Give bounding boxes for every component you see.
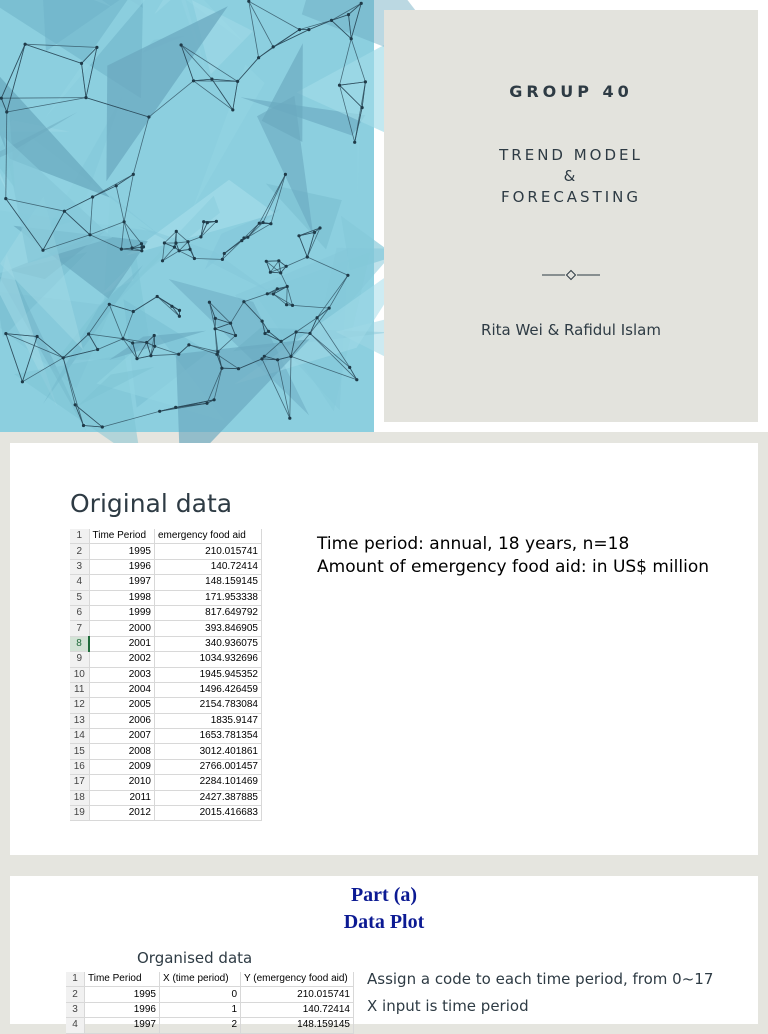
- authors: Rita Wei & Rafidul Islam: [384, 321, 758, 339]
- original-data-slide: [10, 443, 758, 855]
- year-cell: 1998: [89, 590, 155, 605]
- row-number: 6: [70, 605, 89, 620]
- title-panel: [384, 10, 758, 422]
- part-subtitle: Data Plot: [10, 911, 758, 934]
- row-number: 3: [70, 559, 89, 574]
- year-cell: 1996: [89, 559, 155, 574]
- table-row: [70, 682, 262, 697]
- row-number: 10: [70, 667, 89, 682]
- organised-data-label: Organised data: [137, 949, 252, 967]
- title-slide: [0, 0, 768, 432]
- row-number: 12: [70, 698, 89, 713]
- row-number: 16: [70, 759, 89, 774]
- year-cell: 2005: [89, 698, 155, 713]
- table-row: [70, 790, 262, 805]
- year-cell: 2001: [89, 636, 155, 651]
- header-cell: Y (emergency food aid): [241, 972, 354, 987]
- value-cell: 2766.001457: [155, 759, 262, 774]
- year-cell: 2004: [89, 682, 155, 697]
- table-row: [70, 744, 262, 759]
- table-row: [66, 987, 354, 1002]
- row-number: 2: [70, 544, 89, 559]
- header-cell: Time Period: [89, 529, 155, 544]
- header-cell: emergency food aid: [155, 529, 262, 544]
- year-cell: 2002: [89, 652, 155, 667]
- table-row: [70, 605, 262, 620]
- organised-data-table: [66, 972, 354, 1034]
- year-cell: 2000: [89, 621, 155, 636]
- slide-title: Original data: [70, 489, 232, 518]
- year-cell: 2009: [89, 759, 155, 774]
- value-cell: 3012.401861: [155, 744, 262, 759]
- value-cell: 340.936075: [155, 636, 262, 651]
- value-cell: 148.159145: [155, 575, 262, 590]
- y-cell: 148.159145: [241, 1018, 354, 1033]
- year-cell: 1997: [85, 1018, 160, 1033]
- table-row: [70, 621, 262, 636]
- value-cell: 393.846905: [155, 621, 262, 636]
- row-number: 15: [70, 744, 89, 759]
- row-number: 1: [66, 972, 85, 987]
- group-title: GROUP 40: [384, 82, 758, 101]
- diamond-divider-icon: [542, 269, 600, 281]
- x-cell: 2: [160, 1018, 241, 1033]
- original-data-table: [70, 529, 262, 821]
- row-number: 3: [66, 1002, 85, 1017]
- table-row: [70, 729, 262, 744]
- table-row: [70, 667, 262, 682]
- year-cell: 1996: [85, 1002, 160, 1017]
- header-cell: Time Period: [85, 972, 160, 987]
- table-row: [70, 713, 262, 728]
- header-cell: X (time period): [160, 972, 241, 987]
- row-number: 18: [70, 790, 89, 805]
- row-number: 8: [70, 636, 89, 651]
- row-number: 4: [70, 575, 89, 590]
- year-cell: 2006: [89, 713, 155, 728]
- value-cell: 817.649792: [155, 605, 262, 620]
- year-cell: 2010: [89, 775, 155, 790]
- value-cell: 2015.416683: [155, 806, 262, 821]
- value-cell: 140.72414: [155, 559, 262, 574]
- x-cell: 1: [160, 1002, 241, 1017]
- year-cell: 1995: [85, 987, 160, 1002]
- header-row: [70, 529, 262, 544]
- value-cell: 1034.932696: [155, 652, 262, 667]
- description: [317, 533, 737, 579]
- subtitle-line-1: TREND MODEL: [384, 146, 758, 164]
- header-row: [66, 972, 354, 987]
- value-cell: 171.953338: [155, 590, 262, 605]
- table-row: [66, 1018, 354, 1033]
- table-row: [66, 1002, 354, 1017]
- x-input-note: X input is time period: [367, 997, 529, 1015]
- subtitle-line-3: FORECASTING: [384, 188, 758, 206]
- amount-description: Amount of emergency food aid: in US$ million: [317, 556, 737, 579]
- subtitle-line-2: &: [384, 167, 758, 185]
- table-row: [70, 544, 262, 559]
- table-row: [70, 775, 262, 790]
- row-number: 7: [70, 621, 89, 636]
- year-cell: 2008: [89, 744, 155, 759]
- table-row: [70, 806, 262, 821]
- year-cell: 1999: [89, 605, 155, 620]
- row-number: 17: [70, 775, 89, 790]
- y-cell: 210.015741: [241, 987, 354, 1002]
- table-row: [70, 590, 262, 605]
- value-cell: 2284.101469: [155, 775, 262, 790]
- x-cell: 0: [160, 987, 241, 1002]
- year-cell: 2012: [89, 806, 155, 821]
- table-row: [70, 698, 262, 713]
- row-number: 11: [70, 682, 89, 697]
- time-period-description: Time period: annual, 18 years, n=18: [317, 533, 737, 556]
- network-background-image: [0, 0, 374, 432]
- value-cell: 1496.426459: [155, 682, 262, 697]
- value-cell: 210.015741: [155, 544, 262, 559]
- network-graphic: [0, 0, 374, 432]
- row-number: 19: [70, 806, 89, 821]
- y-cell: 140.72414: [241, 1002, 354, 1017]
- row-number: 5: [70, 590, 89, 605]
- table-row: [70, 559, 262, 574]
- table-row: [70, 652, 262, 667]
- part-a-slide: [10, 876, 758, 1024]
- row-number: 1: [70, 529, 89, 544]
- year-cell: 2011: [89, 790, 155, 805]
- row-number: 9: [70, 652, 89, 667]
- part-title: Part (a): [10, 884, 758, 907]
- table-row: [70, 575, 262, 590]
- year-cell: 1995: [89, 544, 155, 559]
- coding-note: Assign a code to each time period, from 0~17: [367, 970, 713, 988]
- row-number: 13: [70, 713, 89, 728]
- value-cell: 1835.9147: [155, 713, 262, 728]
- table-row: [70, 636, 262, 651]
- year-cell: 2003: [89, 667, 155, 682]
- row-number: 2: [66, 987, 85, 1002]
- row-number: 14: [70, 729, 89, 744]
- value-cell: 2154.783084: [155, 698, 262, 713]
- table-row: [70, 759, 262, 774]
- year-cell: 1997: [89, 575, 155, 590]
- value-cell: 1653.781354: [155, 729, 262, 744]
- year-cell: 2007: [89, 729, 155, 744]
- row-number: 4: [66, 1018, 85, 1033]
- value-cell: 1945.945352: [155, 667, 262, 682]
- value-cell: 2427.387885: [155, 790, 262, 805]
